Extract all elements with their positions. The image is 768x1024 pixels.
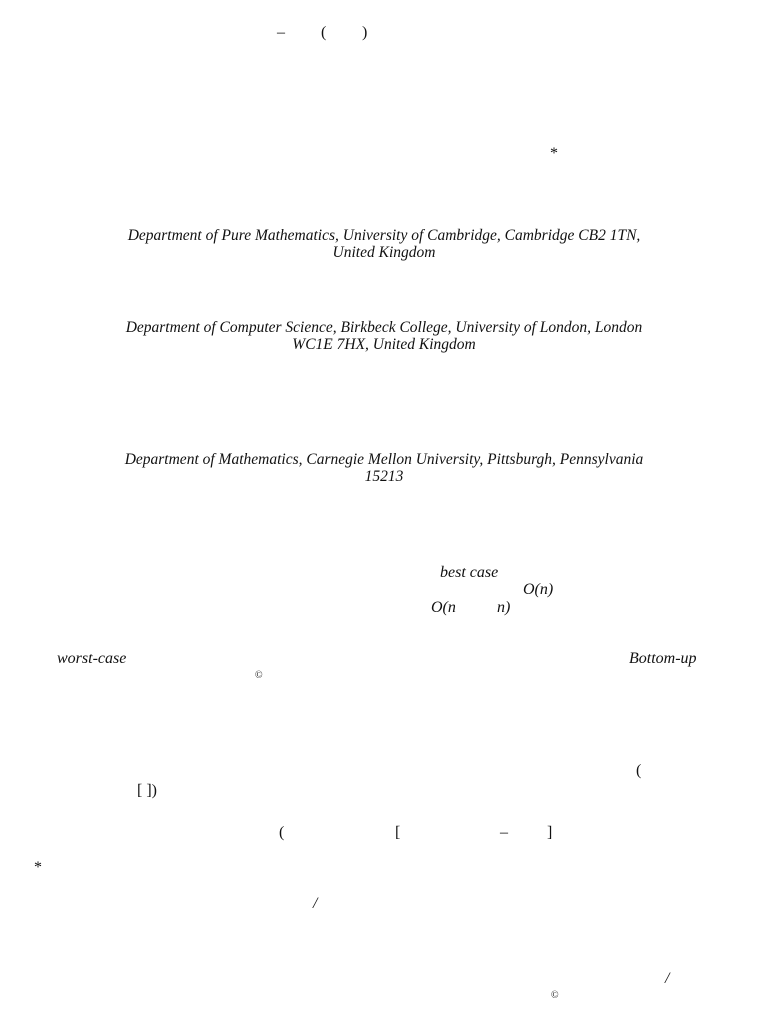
math-n-close: n) (497, 599, 511, 616)
affiliation-line: WC1E 7HX, United Kingdom (292, 336, 476, 353)
author-asterisk: * (550, 145, 558, 162)
affiliation-carnegie-mellon (40, 451, 728, 485)
copyright-symbol: © (551, 990, 559, 1001)
citation-brackets: [ ]) (137, 782, 157, 799)
header-open-paren: ( (321, 24, 327, 41)
body-close-bracket: ] (547, 824, 553, 841)
affiliation-cambridge (40, 227, 728, 261)
affiliation-birkbeck (40, 319, 728, 353)
affiliation-line: Department of Computer Science, Birkbeck College, University of London, London (125, 319, 643, 336)
body-slash: / (313, 895, 318, 912)
body-open-bracket: [ (395, 824, 401, 841)
term-worst-case: worst-case (57, 650, 127, 667)
header-dash: – (277, 24, 285, 41)
header-close-paren: ) (362, 24, 368, 41)
term-best-case: best case (440, 564, 499, 581)
body-slash: / (665, 970, 670, 987)
term-bottom-up: Bottom-up (629, 650, 697, 667)
affiliation-line: Department of Pure Mathematics, University of Cambridge, Cambridge CB2 1TN, (127, 227, 641, 244)
body-open-paren: ( (279, 824, 285, 841)
affiliation-line: Department of Mathematics, Carnegie Mellon University, Pittsburgh, Pennsylvania (124, 451, 644, 468)
affiliation-line: 15213 (364, 468, 404, 485)
math-o-n: O(n) (523, 581, 554, 598)
affiliation-line: United Kingdom (332, 244, 436, 261)
math-o-n-log-open: O(n (431, 599, 456, 616)
copyright-symbol: © (255, 670, 263, 681)
body-open-paren: ( (636, 762, 642, 779)
body-dash: – (500, 824, 508, 841)
footnote-asterisk: * (34, 859, 42, 876)
